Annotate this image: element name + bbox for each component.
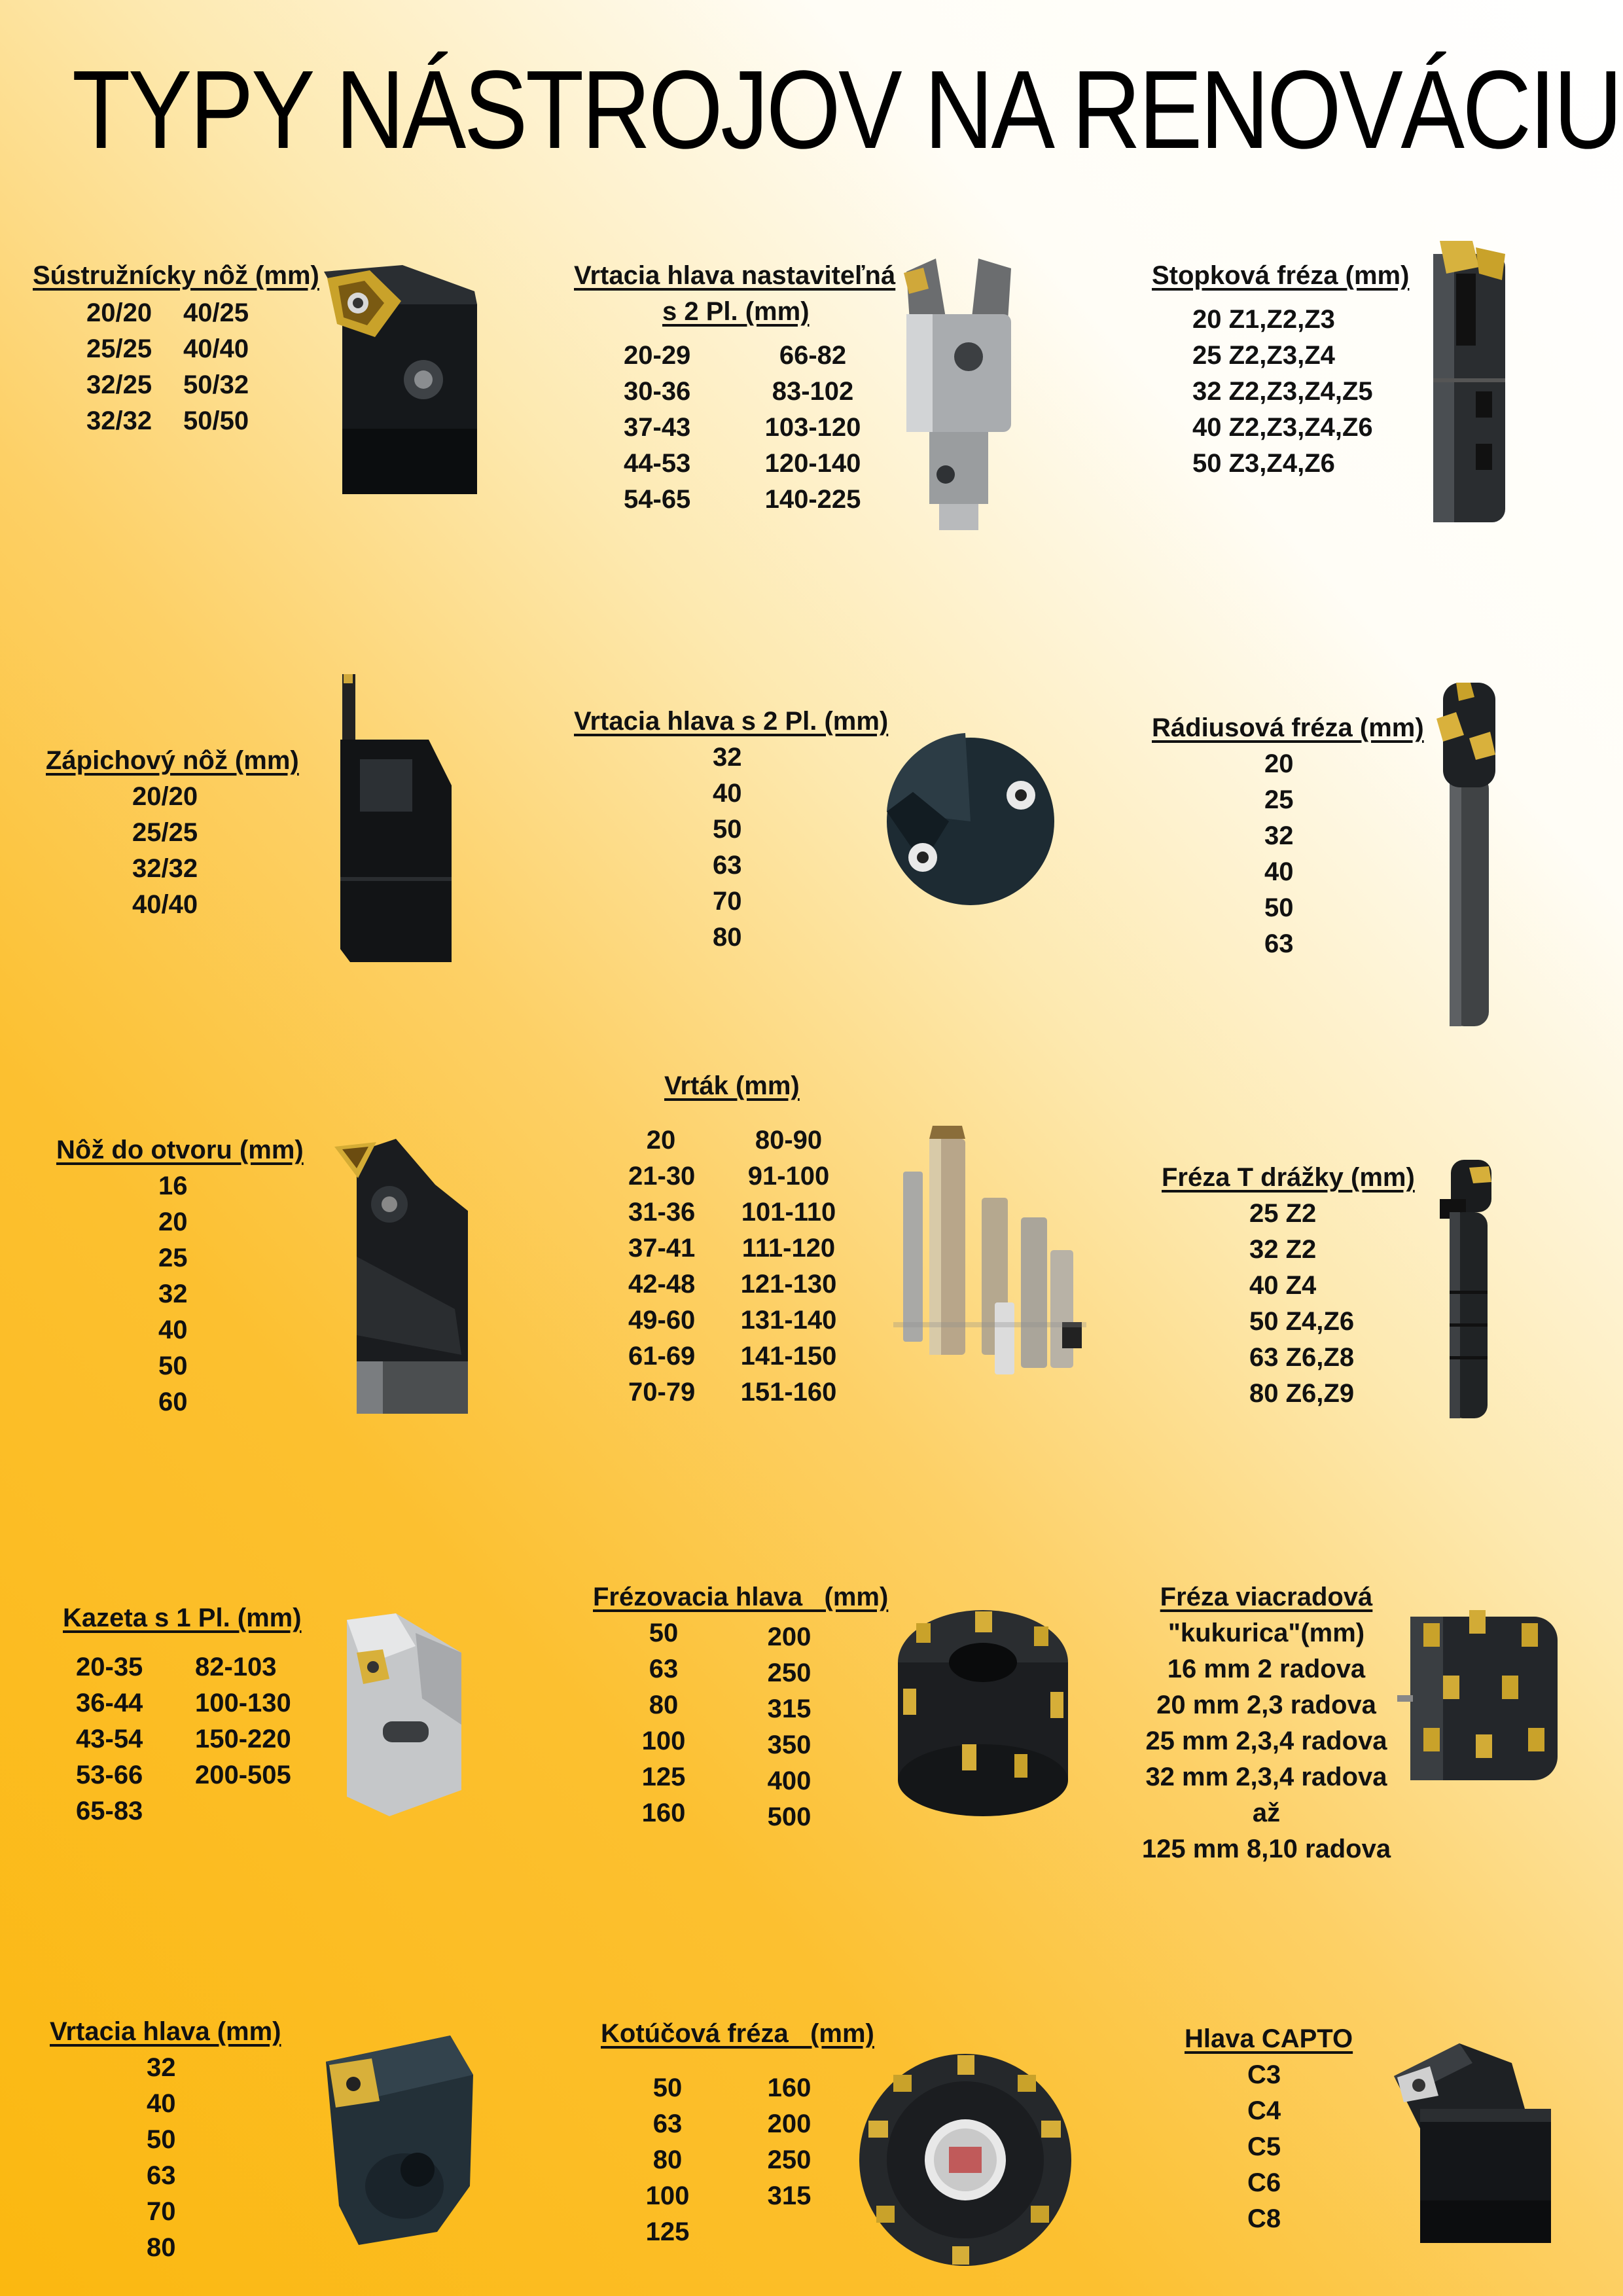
size-value: 40 (1264, 857, 1294, 886)
size-value: 70 (713, 887, 742, 916)
drill-head-icon (887, 733, 1057, 910)
section-freza-t-drazky (1162, 1160, 1415, 1412)
section-vrtacia-2pl (574, 704, 888, 956)
size-value: 16 (158, 1172, 188, 1200)
size-list (147, 2050, 281, 2266)
size-value: 103-120 (764, 413, 861, 442)
size-value: 53-66 (76, 1761, 143, 1789)
section-heading: Stopková fréza (mm) (1152, 261, 1410, 290)
size-value: 100 (641, 1727, 686, 1755)
size-value: 32 (1264, 821, 1294, 850)
size-value: 50 (1264, 893, 1294, 922)
section-vrtacia-nastavitelna (574, 258, 895, 518)
size-value: 125 (645, 2217, 690, 2246)
size-value: 250 (767, 2145, 812, 2174)
size-value: 63 (649, 1655, 679, 1683)
size-value: 20 (158, 1208, 188, 1236)
size-value: 40/40 (132, 890, 198, 919)
size-column (757, 1619, 822, 1835)
size-value: 32 (158, 1280, 188, 1308)
size-value: 32 Z2 (1249, 1235, 1317, 1264)
size-value: 40 Z2,Z3,Z4,Z6 (1192, 413, 1373, 442)
size-value: 36-44 (76, 1689, 143, 1717)
size-value: 100-130 (195, 1689, 291, 1717)
size-value: 200-505 (195, 1761, 291, 1789)
size-value: 131-140 (740, 1306, 837, 1335)
size-value: 20-35 (76, 1653, 143, 1681)
size-value: 32/32 (132, 854, 198, 883)
size-value: 63 (1264, 929, 1294, 958)
section-vrtacia-hlava (50, 2014, 281, 2266)
size-value: 400 (767, 1767, 812, 1795)
size-value: 65-83 (76, 1797, 143, 1825)
size-list (1249, 1196, 1415, 1412)
section-heading: Kotúčová fréza (mm) (601, 2019, 874, 2048)
size-value: 31-36 (628, 1198, 696, 1227)
size-value: C8 (1247, 2204, 1281, 2233)
size-value: C3 (1247, 2060, 1281, 2089)
size-value: 54-65 (624, 485, 691, 514)
size-value: 20-29 (624, 341, 691, 370)
size-value: 160 (641, 1799, 686, 1827)
size-value: 42-48 (628, 1270, 696, 1299)
size-value: 37-43 (624, 413, 691, 442)
section-hlava-capto (1185, 2021, 1353, 2237)
size-value: 20 (1264, 749, 1294, 778)
size-value: 20 Z1,Z2,Z3 (1192, 305, 1335, 334)
size-value: 32 mm 2,3,4 radova (1145, 1763, 1387, 1791)
section-heading: Kazeta s 1 Pl. (mm) (63, 1604, 302, 1632)
size-value: 141-150 (740, 1342, 837, 1371)
size-column (86, 295, 183, 439)
section-heading: Zápichový nôž (mm) (46, 746, 299, 775)
section-zapichovy-noz (46, 743, 299, 923)
size-value: 63 Z6,Z8 (1249, 1343, 1355, 1372)
size-value: 500 (767, 1803, 812, 1831)
size-value: 125 mm 8,10 radova (1141, 1835, 1391, 1863)
size-value: 50 (147, 2125, 176, 2154)
size-value: 111-120 (741, 1234, 836, 1263)
size-value: 250 (767, 1659, 812, 1687)
section-heading: Sústružnícky nôž (mm) (33, 261, 319, 290)
section-heading: Vrtacia hlava nastaviteľná (574, 261, 896, 290)
size-value: 125 (641, 1763, 686, 1791)
size-list (713, 740, 888, 956)
insert-cassette-icon (337, 1613, 465, 1816)
size-value: 200 (767, 1623, 812, 1651)
section-heading: Fréza T drážky (mm) (1162, 1163, 1415, 1192)
size-column (628, 1122, 694, 1410)
size-value: 83-102 (772, 377, 854, 406)
size-value: 32 (147, 2053, 176, 2082)
size-value: 80 Z6,Z9 (1249, 1379, 1355, 1408)
size-column (195, 1649, 291, 1829)
size-value: 25 Z2,Z3,Z4 (1192, 341, 1335, 370)
section-noz-do-otvoru (56, 1132, 304, 1420)
drilling-head-icon (319, 2036, 476, 2258)
size-value: 44-53 (624, 449, 691, 478)
size-column (624, 338, 764, 518)
grooving-tool-icon (337, 674, 452, 962)
size-value: 25 (158, 1244, 188, 1272)
size-value: 37-41 (628, 1234, 696, 1263)
size-list (1192, 302, 1409, 482)
size-value: 16 mm 2 radova (1167, 1655, 1366, 1683)
size-value: 40 (713, 779, 742, 808)
size-value: 61-69 (628, 1342, 696, 1371)
page-title: TYPY NÁSTROJOV NA RENOVÁCIU (72, 48, 1620, 172)
size-column (183, 295, 249, 439)
section-frezovacia-hlava (593, 1579, 888, 1835)
size-value: 50 (649, 1619, 679, 1647)
t-slot-cutter-icon (1436, 1160, 1499, 1418)
size-value: 50/50 (183, 406, 249, 435)
section-heading: Rádiusová fréza (mm) (1152, 713, 1424, 742)
size-value: až (1252, 1799, 1281, 1827)
section-heading: Frézovacia hlava (mm) (593, 1583, 889, 1611)
section-heading: Vrtacia hlava s 2 Pl. (mm) (574, 707, 889, 736)
size-value: 101-110 (741, 1198, 836, 1227)
size-value: 82-103 (195, 1653, 277, 1681)
size-value: 200 (767, 2109, 812, 2138)
section-kotucova-freza (601, 2016, 874, 2250)
size-value: 49-60 (628, 1306, 696, 1335)
size-value: 80 (649, 1691, 679, 1719)
size-value: 66-82 (779, 341, 847, 370)
boring-bar-icon (330, 1139, 478, 1414)
size-value: 40 (158, 1316, 188, 1344)
size-value: 70-79 (628, 1378, 696, 1407)
size-value: 50 (652, 2073, 683, 2102)
heading-subline: "kukurica"(mm) (1168, 1619, 1365, 1647)
size-value: 50 Z3,Z4,Z6 (1192, 449, 1335, 478)
size-value: 20 (646, 1126, 676, 1155)
size-value: 91-100 (747, 1162, 830, 1191)
size-value: 70 (147, 2197, 176, 2226)
size-value: 160 (767, 2073, 812, 2102)
size-value: 80 (713, 923, 742, 952)
size-value: 63 (652, 2109, 683, 2138)
size-value: 50 (713, 815, 742, 844)
size-value: 40/40 (183, 334, 249, 363)
size-column (76, 1649, 195, 1829)
adjustable-boring-head-icon (900, 259, 1018, 530)
turning-tool-icon (324, 265, 484, 494)
section-heading-line2: s 2 Pl. (mm) (662, 297, 810, 326)
size-value: 40/25 (183, 298, 249, 327)
size-column (631, 1615, 696, 1835)
size-value: 32/25 (86, 370, 152, 399)
size-value: 140-225 (764, 485, 861, 514)
size-value: 32 (713, 743, 742, 772)
size-value: 43-54 (76, 1725, 143, 1753)
capto-head-icon (1381, 2037, 1558, 2243)
size-value: 20 mm 2,3 radova (1156, 1691, 1376, 1719)
size-column (740, 1122, 838, 1410)
size-value: 63 (713, 851, 742, 880)
size-value: 25 (1264, 785, 1294, 814)
section-heading: Hlava CAPTO (1185, 2024, 1353, 2053)
size-value: 151-160 (740, 1378, 837, 1407)
section-heading: Vrtacia hlava (mm) (50, 2017, 281, 2046)
size-value: C5 (1247, 2132, 1281, 2161)
section-vrtak (628, 1068, 838, 1410)
size-value: 21-30 (628, 1162, 696, 1191)
size-value: 25/25 (132, 818, 198, 847)
size-value: 32 Z2,Z3,Z4,Z5 (1192, 377, 1373, 406)
size-list (1247, 2057, 1353, 2237)
size-value: C4 (1247, 2096, 1281, 2125)
size-value: 315 (767, 2181, 812, 2210)
drill-set-icon (893, 1126, 1086, 1381)
size-column (757, 2070, 822, 2250)
size-column (764, 338, 862, 518)
size-value: 50 Z4,Z6 (1249, 1307, 1355, 1336)
size-value: 50/32 (183, 370, 249, 399)
size-value: 50 (158, 1352, 188, 1380)
size-list (1264, 746, 1424, 962)
size-value: 20/20 (86, 298, 152, 327)
size-value: 80-90 (755, 1126, 823, 1155)
radius-mill-icon (1430, 683, 1502, 1030)
end-mill-icon (1414, 241, 1522, 532)
size-list (158, 1168, 304, 1420)
size-value: 30-36 (624, 377, 691, 406)
size-value: 150-220 (195, 1725, 291, 1753)
size-value: 60 (158, 1388, 188, 1416)
size-value: 32/32 (86, 406, 152, 435)
size-value: 63 (147, 2161, 176, 2190)
section-heading: Fréza viacradová (1160, 1583, 1373, 1611)
size-value: 25 mm 2,3,4 radova (1145, 1727, 1387, 1755)
size-value: 315 (767, 1695, 812, 1723)
size-value: 80 (147, 2233, 176, 2262)
size-list (132, 779, 299, 923)
size-value: 120-140 (764, 449, 861, 478)
disc-cutter-icon (854, 2049, 1077, 2271)
size-value: 80 (652, 2145, 683, 2174)
section-stopkova-freza (1152, 258, 1409, 482)
size-value: 121-130 (740, 1270, 837, 1299)
size-value: 350 (767, 1731, 812, 1759)
section-heading: Nôž do otvoru (mm) (56, 1136, 304, 1164)
size-value: 40 (147, 2089, 176, 2118)
size-value: 25 Z2 (1249, 1199, 1317, 1228)
size-value: C6 (1247, 2168, 1281, 2197)
section-sustruznicky (33, 258, 319, 439)
size-value: 25/25 (86, 334, 152, 363)
size-value: 40 Z4 (1249, 1271, 1317, 1300)
section-radiusova-freza (1152, 710, 1424, 962)
size-value: 20/20 (132, 782, 198, 811)
section-freza-viacradova (1135, 1579, 1397, 1867)
size-value: 100 (645, 2181, 690, 2210)
multi-row-mill-icon (1397, 1597, 1567, 1793)
size-column (635, 2070, 700, 2250)
section-kazeta (63, 1600, 302, 1829)
face-mill-head-icon (890, 1604, 1077, 1820)
section-heading: Vrták (mm) (664, 1071, 800, 1100)
